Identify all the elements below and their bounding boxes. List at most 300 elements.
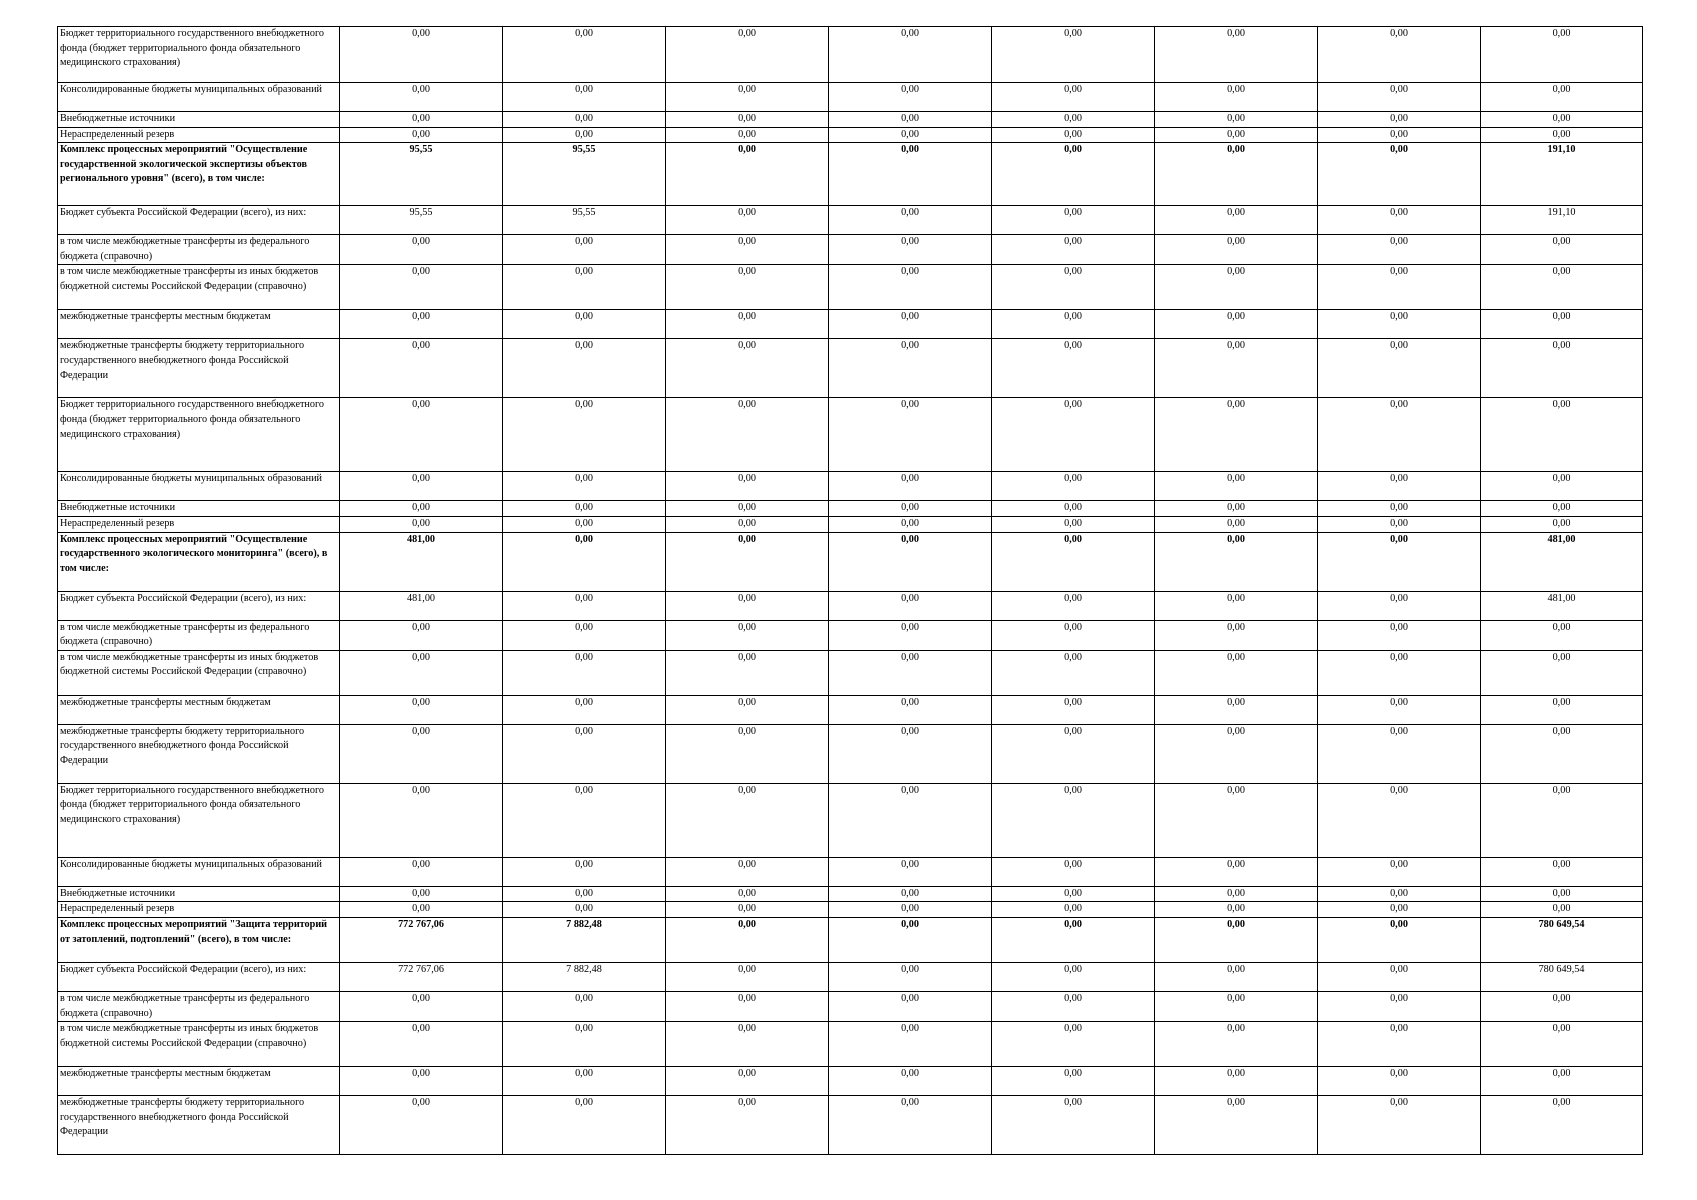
value-cell: 0,00	[829, 724, 992, 783]
row-label: межбюджетные трансферты местным бюджетам	[58, 695, 340, 724]
value-cell: 0,00	[829, 339, 992, 398]
value-cell: 0,00	[503, 516, 666, 532]
value-cell: 0,00	[1481, 650, 1643, 695]
budget-table-body	[58, 27, 1643, 1155]
value-cell: 0,00	[666, 472, 829, 501]
table-row	[58, 620, 1643, 650]
value-cell: 0,00	[503, 235, 666, 265]
value-cell: 0,00	[666, 991, 829, 1021]
value-cell: 0,00	[1155, 339, 1318, 398]
value-cell: 95,55	[503, 143, 666, 206]
table-row-subtotal	[58, 917, 1643, 962]
value-cell: 0,00	[829, 650, 992, 695]
row-label: Консолидированные бюджеты муниципальных образований	[58, 472, 340, 501]
value-cell: 0,00	[666, 310, 829, 339]
value-cell: 0,00	[1155, 265, 1318, 310]
value-cell: 0,00	[992, 962, 1155, 991]
value-cell: 0,00	[340, 127, 503, 143]
table-row	[58, 991, 1643, 1021]
value-cell: 0,00	[340, 472, 503, 501]
value-cell: 0,00	[992, 143, 1155, 206]
value-cell: 0,00	[503, 472, 666, 501]
row-label: Нераспределенный резерв	[58, 127, 340, 143]
value-cell: 95,55	[503, 206, 666, 235]
value-cell: 0,00	[666, 27, 829, 83]
value-cell: 0,00	[829, 83, 992, 112]
value-cell: 0,00	[503, 783, 666, 857]
value-cell: 0,00	[1155, 516, 1318, 532]
value-cell: 0,00	[666, 695, 829, 724]
value-cell: 0,00	[1318, 695, 1481, 724]
value-cell: 0,00	[340, 112, 503, 128]
value-cell: 7 882,48	[503, 917, 666, 962]
value-cell: 0,00	[1318, 27, 1481, 83]
value-cell: 0,00	[503, 857, 666, 886]
value-cell: 0,00	[666, 127, 829, 143]
value-cell: 0,00	[1481, 398, 1643, 472]
value-cell: 0,00	[1155, 501, 1318, 517]
value-cell: 0,00	[829, 1067, 992, 1096]
row-label: межбюджетные трансферты бюджету территориального государственного внебюджетного фонда Российской Федерации	[58, 339, 340, 398]
value-cell: 0,00	[340, 501, 503, 517]
value-cell: 0,00	[1318, 991, 1481, 1021]
value-cell: 0,00	[992, 1096, 1155, 1155]
value-cell: 0,00	[992, 310, 1155, 339]
value-cell: 0,00	[1155, 857, 1318, 886]
row-label: Нераспределенный резерв	[58, 516, 340, 532]
value-cell: 0,00	[992, 857, 1155, 886]
value-cell: 0,00	[1155, 310, 1318, 339]
row-label: Бюджет территориального государственного внебюджетного фонда (бюджет территориального фонда обязательного медицинского страхования)	[58, 398, 340, 472]
value-cell: 0,00	[503, 886, 666, 902]
row-label: Внебюджетные источники	[58, 112, 340, 128]
value-cell: 0,00	[503, 1022, 666, 1067]
table-row	[58, 1096, 1643, 1155]
value-cell: 0,00	[1481, 1096, 1643, 1155]
value-cell: 0,00	[1318, 1096, 1481, 1155]
value-cell: 0,00	[992, 501, 1155, 517]
value-cell: 0,00	[1481, 620, 1643, 650]
row-label: Внебюджетные источники	[58, 886, 340, 902]
value-cell: 0,00	[666, 1022, 829, 1067]
value-cell: 0,00	[1155, 532, 1318, 591]
value-cell: 0,00	[1155, 143, 1318, 206]
value-cell: 0,00	[666, 620, 829, 650]
value-cell: 0,00	[992, 472, 1155, 501]
value-cell: 0,00	[829, 620, 992, 650]
value-cell: 0,00	[1318, 472, 1481, 501]
row-label: в том числе межбюджетные трансферты из иных бюджетов бюджетной системы Российской Федерации (справочно)	[58, 1022, 340, 1067]
value-cell: 0,00	[1318, 1022, 1481, 1067]
row-label: в том числе межбюджетные трансферты из федерального бюджета (справочно)	[58, 235, 340, 265]
value-cell: 0,00	[829, 591, 992, 620]
value-cell: 95,55	[340, 143, 503, 206]
value-cell: 0,00	[829, 27, 992, 83]
row-label: Бюджет субъекта Российской Федерации (всего), из них:	[58, 591, 340, 620]
value-cell: 0,00	[1481, 501, 1643, 517]
value-cell: 0,00	[1318, 886, 1481, 902]
value-cell: 0,00	[992, 620, 1155, 650]
value-cell: 0,00	[1155, 235, 1318, 265]
value-cell: 0,00	[503, 265, 666, 310]
value-cell: 0,00	[666, 1096, 829, 1155]
table-row	[58, 857, 1643, 886]
value-cell: 0,00	[503, 339, 666, 398]
value-cell: 0,00	[829, 886, 992, 902]
value-cell: 772 767,06	[340, 962, 503, 991]
value-cell: 0,00	[503, 1067, 666, 1096]
budget-table	[57, 26, 1643, 1155]
value-cell: 0,00	[1155, 83, 1318, 112]
value-cell: 0,00	[992, 532, 1155, 591]
value-cell: 0,00	[666, 265, 829, 310]
row-label: Внебюджетные источники	[58, 501, 340, 517]
value-cell: 0,00	[666, 724, 829, 783]
value-cell: 0,00	[1318, 917, 1481, 962]
row-label: в том числе межбюджетные трансферты из федерального бюджета (справочно)	[58, 991, 340, 1021]
value-cell: 0,00	[666, 917, 829, 962]
value-cell: 0,00	[829, 516, 992, 532]
value-cell: 0,00	[340, 235, 503, 265]
row-label: межбюджетные трансферты местным бюджетам	[58, 310, 340, 339]
value-cell: 0,00	[992, 783, 1155, 857]
value-cell: 0,00	[503, 501, 666, 517]
value-cell: 0,00	[992, 724, 1155, 783]
value-cell: 0,00	[992, 339, 1155, 398]
value-cell: 0,00	[1481, 472, 1643, 501]
row-label: Бюджет территориального государственного внебюджетного фонда (бюджет территориального фонда обязательного медицинского страхования)	[58, 783, 340, 857]
row-label: в том числе межбюджетные трансферты из иных бюджетов бюджетной системы Российской Федерации (справочно)	[58, 650, 340, 695]
value-cell: 0,00	[503, 532, 666, 591]
table-row	[58, 695, 1643, 724]
value-cell: 0,00	[503, 112, 666, 128]
value-cell: 0,00	[666, 1067, 829, 1096]
value-cell: 0,00	[1318, 206, 1481, 235]
value-cell: 0,00	[992, 991, 1155, 1021]
value-cell: 0,00	[1155, 902, 1318, 918]
table-row	[58, 962, 1643, 991]
value-cell: 0,00	[829, 962, 992, 991]
value-cell: 0,00	[1318, 265, 1481, 310]
table-row	[58, 501, 1643, 517]
value-cell: 0,00	[1318, 724, 1481, 783]
value-cell: 0,00	[829, 917, 992, 962]
value-cell: 0,00	[1481, 265, 1643, 310]
value-cell: 0,00	[1481, 902, 1643, 918]
value-cell: 0,00	[1481, 83, 1643, 112]
value-cell: 0,00	[1481, 235, 1643, 265]
value-cell: 0,00	[666, 591, 829, 620]
value-cell: 0,00	[829, 112, 992, 128]
table-row	[58, 472, 1643, 501]
table-row	[58, 1067, 1643, 1096]
value-cell: 0,00	[666, 962, 829, 991]
value-cell: 0,00	[1481, 516, 1643, 532]
value-cell: 0,00	[1318, 962, 1481, 991]
value-cell: 0,00	[829, 532, 992, 591]
value-cell: 0,00	[829, 991, 992, 1021]
value-cell: 0,00	[503, 620, 666, 650]
value-cell: 0,00	[503, 991, 666, 1021]
row-label: межбюджетные трансферты бюджету территориального государственного внебюджетного фонда Российской Федерации	[58, 724, 340, 783]
value-cell: 0,00	[1155, 472, 1318, 501]
value-cell: 481,00	[340, 532, 503, 591]
value-cell: 0,00	[992, 902, 1155, 918]
value-cell: 0,00	[340, 857, 503, 886]
value-cell: 0,00	[1481, 991, 1643, 1021]
value-cell: 0,00	[666, 112, 829, 128]
value-cell: 0,00	[992, 265, 1155, 310]
table-row	[58, 902, 1643, 918]
row-label: Комплекс процессных мероприятий "Осуществление государственного экологического мониторинга" (всего), в том числе:	[58, 532, 340, 591]
value-cell: 0,00	[1481, 695, 1643, 724]
table-row	[58, 265, 1643, 310]
value-cell: 0,00	[829, 143, 992, 206]
value-cell: 0,00	[340, 339, 503, 398]
value-cell: 0,00	[666, 143, 829, 206]
value-cell: 0,00	[1318, 143, 1481, 206]
row-label: в том числе межбюджетные трансферты из иных бюджетов бюджетной системы Российской Федерации (справочно)	[58, 265, 340, 310]
value-cell: 0,00	[992, 112, 1155, 128]
value-cell: 481,00	[1481, 591, 1643, 620]
value-cell: 0,00	[1318, 112, 1481, 128]
value-cell: 0,00	[829, 310, 992, 339]
value-cell: 0,00	[1155, 917, 1318, 962]
value-cell: 0,00	[666, 886, 829, 902]
value-cell: 191,10	[1481, 206, 1643, 235]
value-cell: 0,00	[1155, 620, 1318, 650]
value-cell: 0,00	[666, 339, 829, 398]
value-cell: 0,00	[829, 206, 992, 235]
value-cell: 0,00	[992, 235, 1155, 265]
value-cell: 0,00	[829, 501, 992, 517]
value-cell: 0,00	[992, 83, 1155, 112]
value-cell: 0,00	[1318, 310, 1481, 339]
value-cell: 0,00	[503, 310, 666, 339]
value-cell: 0,00	[1318, 127, 1481, 143]
value-cell: 0,00	[1155, 783, 1318, 857]
table-row-subtotal	[58, 143, 1643, 206]
row-label: в том числе межбюджетные трансферты из федерального бюджета (справочно)	[58, 620, 340, 650]
value-cell: 0,00	[992, 886, 1155, 902]
value-cell: 0,00	[503, 902, 666, 918]
row-label: Бюджет субъекта Российской Федерации (всего), из них:	[58, 962, 340, 991]
value-cell: 0,00	[1318, 1067, 1481, 1096]
row-label: Консолидированные бюджеты муниципальных образований	[58, 857, 340, 886]
value-cell: 0,00	[1155, 27, 1318, 83]
value-cell: 0,00	[829, 902, 992, 918]
value-cell: 7 882,48	[503, 962, 666, 991]
value-cell: 0,00	[666, 532, 829, 591]
value-cell: 0,00	[1481, 112, 1643, 128]
value-cell: 0,00	[829, 265, 992, 310]
value-cell: 0,00	[1318, 83, 1481, 112]
value-cell: 0,00	[1318, 650, 1481, 695]
value-cell: 481,00	[1481, 532, 1643, 591]
value-cell: 772 767,06	[340, 917, 503, 962]
value-cell: 0,00	[666, 902, 829, 918]
value-cell: 0,00	[1481, 27, 1643, 83]
value-cell: 0,00	[1155, 591, 1318, 620]
value-cell: 0,00	[1155, 127, 1318, 143]
value-cell: 0,00	[829, 695, 992, 724]
table-row	[58, 339, 1643, 398]
value-cell: 0,00	[1481, 1022, 1643, 1067]
value-cell: 780 649,54	[1481, 917, 1643, 962]
value-cell: 0,00	[503, 127, 666, 143]
value-cell: 0,00	[1481, 783, 1643, 857]
value-cell: 0,00	[340, 783, 503, 857]
value-cell: 0,00	[1155, 650, 1318, 695]
value-cell: 0,00	[829, 857, 992, 886]
value-cell: 0,00	[1155, 206, 1318, 235]
value-cell: 0,00	[666, 83, 829, 112]
value-cell: 0,00	[340, 398, 503, 472]
value-cell: 0,00	[1481, 724, 1643, 783]
value-cell: 0,00	[992, 127, 1155, 143]
value-cell: 0,00	[340, 265, 503, 310]
value-cell: 0,00	[503, 27, 666, 83]
value-cell: 0,00	[1318, 620, 1481, 650]
row-label: Бюджет территориального государственного внебюджетного фонда (бюджет территориального фонда обязательного медицинского страхования)	[58, 27, 340, 83]
value-cell: 0,00	[1318, 501, 1481, 517]
row-label: Нераспределенный резерв	[58, 902, 340, 918]
value-cell: 0,00	[1481, 127, 1643, 143]
value-cell: 0,00	[829, 472, 992, 501]
value-cell: 0,00	[1155, 112, 1318, 128]
value-cell: 0,00	[666, 516, 829, 532]
value-cell: 191,10	[1481, 143, 1643, 206]
value-cell: 0,00	[1155, 886, 1318, 902]
value-cell: 95,55	[340, 206, 503, 235]
value-cell: 0,00	[503, 83, 666, 112]
row-label: межбюджетные трансферты местным бюджетам	[58, 1067, 340, 1096]
value-cell: 0,00	[1155, 398, 1318, 472]
value-cell: 0,00	[340, 650, 503, 695]
table-row-subtotal	[58, 532, 1643, 591]
value-cell: 0,00	[1481, 886, 1643, 902]
table-row	[58, 783, 1643, 857]
value-cell: 0,00	[829, 127, 992, 143]
table-row	[58, 1022, 1643, 1067]
value-cell: 0,00	[340, 695, 503, 724]
value-cell: 481,00	[340, 591, 503, 620]
value-cell: 0,00	[829, 1096, 992, 1155]
value-cell: 0,00	[1481, 310, 1643, 339]
value-cell: 0,00	[992, 591, 1155, 620]
table-row	[58, 83, 1643, 112]
value-cell: 0,00	[340, 620, 503, 650]
row-label: Консолидированные бюджеты муниципальных образований	[58, 83, 340, 112]
table-row	[58, 886, 1643, 902]
value-cell: 0,00	[666, 650, 829, 695]
table-row	[58, 591, 1643, 620]
value-cell: 0,00	[666, 235, 829, 265]
value-cell: 0,00	[340, 83, 503, 112]
value-cell: 0,00	[503, 398, 666, 472]
value-cell: 0,00	[1318, 339, 1481, 398]
value-cell: 0,00	[1318, 516, 1481, 532]
value-cell: 0,00	[1481, 857, 1643, 886]
value-cell: 0,00	[992, 1067, 1155, 1096]
value-cell: 0,00	[666, 501, 829, 517]
value-cell: 0,00	[340, 1022, 503, 1067]
value-cell: 0,00	[1318, 857, 1481, 886]
table-row	[58, 27, 1643, 83]
value-cell: 0,00	[1155, 1067, 1318, 1096]
table-row	[58, 112, 1643, 128]
value-cell: 0,00	[666, 398, 829, 472]
table-row	[58, 206, 1643, 235]
row-label: Комплекс процессных мероприятий "Защита территорий от затоплений, подтоплений" (всего), в том числе:	[58, 917, 340, 962]
value-cell: 0,00	[340, 310, 503, 339]
value-cell: 0,00	[666, 783, 829, 857]
value-cell: 0,00	[992, 398, 1155, 472]
value-cell: 780 649,54	[1481, 962, 1643, 991]
value-cell: 0,00	[1155, 1096, 1318, 1155]
value-cell: 0,00	[1155, 695, 1318, 724]
table-row	[58, 516, 1643, 532]
value-cell: 0,00	[340, 1096, 503, 1155]
value-cell: 0,00	[1318, 532, 1481, 591]
value-cell: 0,00	[992, 206, 1155, 235]
value-cell: 0,00	[1155, 724, 1318, 783]
value-cell: 0,00	[992, 917, 1155, 962]
value-cell: 0,00	[1481, 1067, 1643, 1096]
value-cell: 0,00	[992, 516, 1155, 532]
value-cell: 0,00	[340, 724, 503, 783]
table-row	[58, 310, 1643, 339]
value-cell: 0,00	[340, 991, 503, 1021]
value-cell: 0,00	[829, 1022, 992, 1067]
value-cell: 0,00	[829, 783, 992, 857]
value-cell: 0,00	[1318, 235, 1481, 265]
table-row	[58, 724, 1643, 783]
row-label: Бюджет субъекта Российской Федерации (всего), из них:	[58, 206, 340, 235]
value-cell: 0,00	[666, 857, 829, 886]
value-cell: 0,00	[1318, 398, 1481, 472]
table-row	[58, 650, 1643, 695]
row-label: Комплекс процессных мероприятий "Осуществление государственной экологической экспертизы объектов регионального уровня" (всего), в том числе:	[58, 143, 340, 206]
value-cell: 0,00	[1155, 991, 1318, 1021]
value-cell: 0,00	[1155, 962, 1318, 991]
table-row	[58, 398, 1643, 472]
value-cell: 0,00	[666, 206, 829, 235]
value-cell: 0,00	[1318, 902, 1481, 918]
value-cell: 0,00	[1481, 339, 1643, 398]
value-cell: 0,00	[503, 695, 666, 724]
value-cell: 0,00	[503, 650, 666, 695]
value-cell: 0,00	[992, 1022, 1155, 1067]
value-cell: 0,00	[992, 27, 1155, 83]
value-cell: 0,00	[992, 695, 1155, 724]
row-label: межбюджетные трансферты бюджету территориального государственного внебюджетного фонда Российской Федерации	[58, 1096, 340, 1155]
table-row	[58, 127, 1643, 143]
value-cell: 0,00	[503, 724, 666, 783]
value-cell: 0,00	[340, 886, 503, 902]
value-cell: 0,00	[340, 516, 503, 532]
value-cell: 0,00	[829, 398, 992, 472]
value-cell: 0,00	[1155, 1022, 1318, 1067]
value-cell: 0,00	[503, 1096, 666, 1155]
value-cell: 0,00	[340, 27, 503, 83]
value-cell: 0,00	[340, 902, 503, 918]
value-cell: 0,00	[1318, 783, 1481, 857]
value-cell: 0,00	[340, 1067, 503, 1096]
value-cell: 0,00	[503, 591, 666, 620]
value-cell: 0,00	[829, 235, 992, 265]
value-cell: 0,00	[992, 650, 1155, 695]
